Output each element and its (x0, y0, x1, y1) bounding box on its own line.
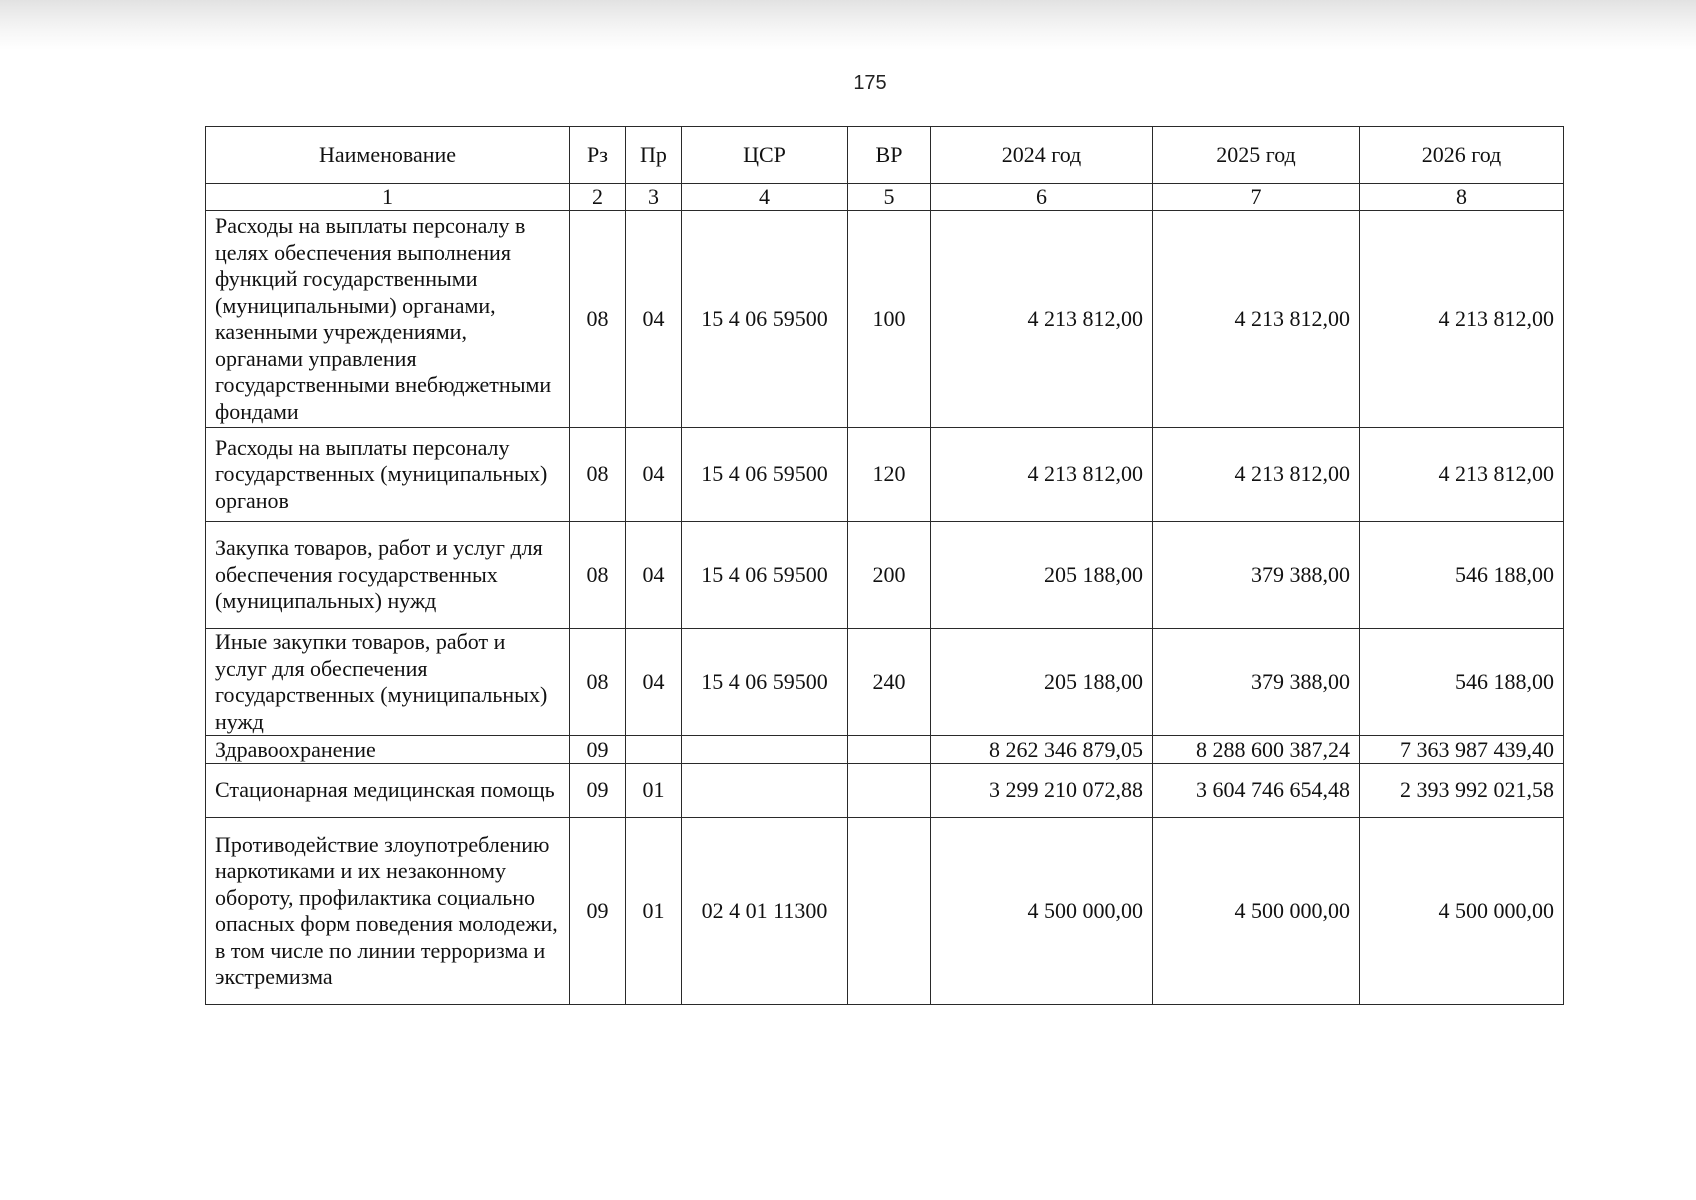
row-amount-2025: 4 213 812,00 (1153, 211, 1360, 428)
row-csr: 02 4 01 11300 (682, 818, 848, 1005)
row-csr: 15 4 06 59500 (682, 428, 848, 522)
row-amount-2026: 4 500 000,00 (1360, 818, 1564, 1005)
row-rz: 09 (570, 818, 626, 1005)
row-vr: 240 (848, 629, 931, 736)
row-amount-2024: 205 188,00 (931, 629, 1153, 736)
header-2025: 2025 год (1153, 127, 1360, 184)
row-pr: 04 (626, 428, 682, 522)
row-amount-2025: 4 213 812,00 (1153, 428, 1360, 522)
row-rz: 08 (570, 428, 626, 522)
column-number: 5 (848, 184, 931, 211)
row-rz: 08 (570, 211, 626, 428)
row-csr (682, 764, 848, 818)
row-csr (682, 736, 848, 764)
row-amount-2025: 8 288 600 387,24 (1153, 736, 1360, 764)
header-row (206, 127, 1564, 184)
row-pr (626, 736, 682, 764)
scan-shadow (0, 0, 1696, 50)
table-row (206, 629, 1564, 736)
table-row (206, 736, 1564, 764)
column-number: 6 (931, 184, 1153, 211)
row-vr (848, 818, 931, 1005)
column-number: 3 (626, 184, 682, 211)
row-rz: 09 (570, 764, 626, 818)
row-amount-2026: 4 213 812,00 (1360, 211, 1564, 428)
row-amount-2026: 546 188,00 (1360, 629, 1564, 736)
row-pr: 04 (626, 629, 682, 736)
row-amount-2024: 8 262 346 879,05 (931, 736, 1153, 764)
column-number: 4 (682, 184, 848, 211)
column-number: 1 (206, 184, 570, 211)
row-amount-2026: 546 188,00 (1360, 522, 1564, 629)
row-vr: 200 (848, 522, 931, 629)
row-name: Расходы на выплаты персоналу государственных (муниципальных) органов (206, 428, 570, 522)
row-csr: 15 4 06 59500 (682, 522, 848, 629)
row-name: Закупка товаров, работ и услуг для обеспечения государственных (муниципальных) нужд (206, 522, 570, 629)
header-2026: 2026 год (1360, 127, 1564, 184)
header-name: Наименование (206, 127, 570, 184)
column-number: 8 (1360, 184, 1564, 211)
budget-table (205, 126, 1564, 1005)
table-row (206, 211, 1564, 428)
header-csr: ЦСР (682, 127, 848, 184)
row-pr: 04 (626, 522, 682, 629)
row-rz: 08 (570, 522, 626, 629)
row-csr: 15 4 06 59500 (682, 211, 848, 428)
page-number: 175 (853, 72, 887, 94)
row-rz: 09 (570, 736, 626, 764)
row-name: Противодействие злоупотреблению наркотиками и их незаконному обороту, профилактика социально опасных форм поведения молодежи, в том числе по линии терроризма и экстремизма (206, 818, 570, 1005)
row-amount-2026: 4 213 812,00 (1360, 428, 1564, 522)
row-name: Расходы на выплаты персоналу в целях обеспечения выполнения функций государственными (муниципальными) органами, казенными учреждениями, органами управления государственными внебюджетными фондами (206, 211, 570, 428)
row-amount-2024: 3 299 210 072,88 (931, 764, 1153, 818)
header-pr: Пр (626, 127, 682, 184)
row-amount-2024: 4 213 812,00 (931, 211, 1153, 428)
header-2024: 2024 год (931, 127, 1153, 184)
row-amount-2024: 205 188,00 (931, 522, 1153, 629)
row-amount-2024: 4 500 000,00 (931, 818, 1153, 1005)
row-amount-2026: 2 393 992 021,58 (1360, 764, 1564, 818)
table-row (206, 764, 1564, 818)
row-amount-2025: 379 388,00 (1153, 629, 1360, 736)
row-pr: 01 (626, 764, 682, 818)
row-amount-2025: 4 500 000,00 (1153, 818, 1360, 1005)
table-row (206, 818, 1564, 1005)
row-amount-2026: 7 363 987 439,40 (1360, 736, 1564, 764)
column-number: 7 (1153, 184, 1360, 211)
column-number-row (206, 184, 1564, 211)
row-vr: 120 (848, 428, 931, 522)
row-vr (848, 764, 931, 818)
row-amount-2025: 3 604 746 654,48 (1153, 764, 1360, 818)
row-amount-2025: 379 388,00 (1153, 522, 1360, 629)
row-name: Здравоохранение (206, 736, 570, 764)
row-rz: 08 (570, 629, 626, 736)
table-row (206, 428, 1564, 522)
row-amount-2024: 4 213 812,00 (931, 428, 1153, 522)
column-number: 2 (570, 184, 626, 211)
header-rz: Рз (570, 127, 626, 184)
row-vr: 100 (848, 211, 931, 428)
row-name: Иные закупки товаров, работ и услуг для обеспечения государственных (муниципальных) нужд (206, 629, 570, 736)
row-pr: 01 (626, 818, 682, 1005)
row-pr: 04 (626, 211, 682, 428)
row-name: Стационарная медицинская помощь (206, 764, 570, 818)
row-csr: 15 4 06 59500 (682, 629, 848, 736)
table-row (206, 522, 1564, 629)
header-vr: ВР (848, 127, 931, 184)
row-vr (848, 736, 931, 764)
